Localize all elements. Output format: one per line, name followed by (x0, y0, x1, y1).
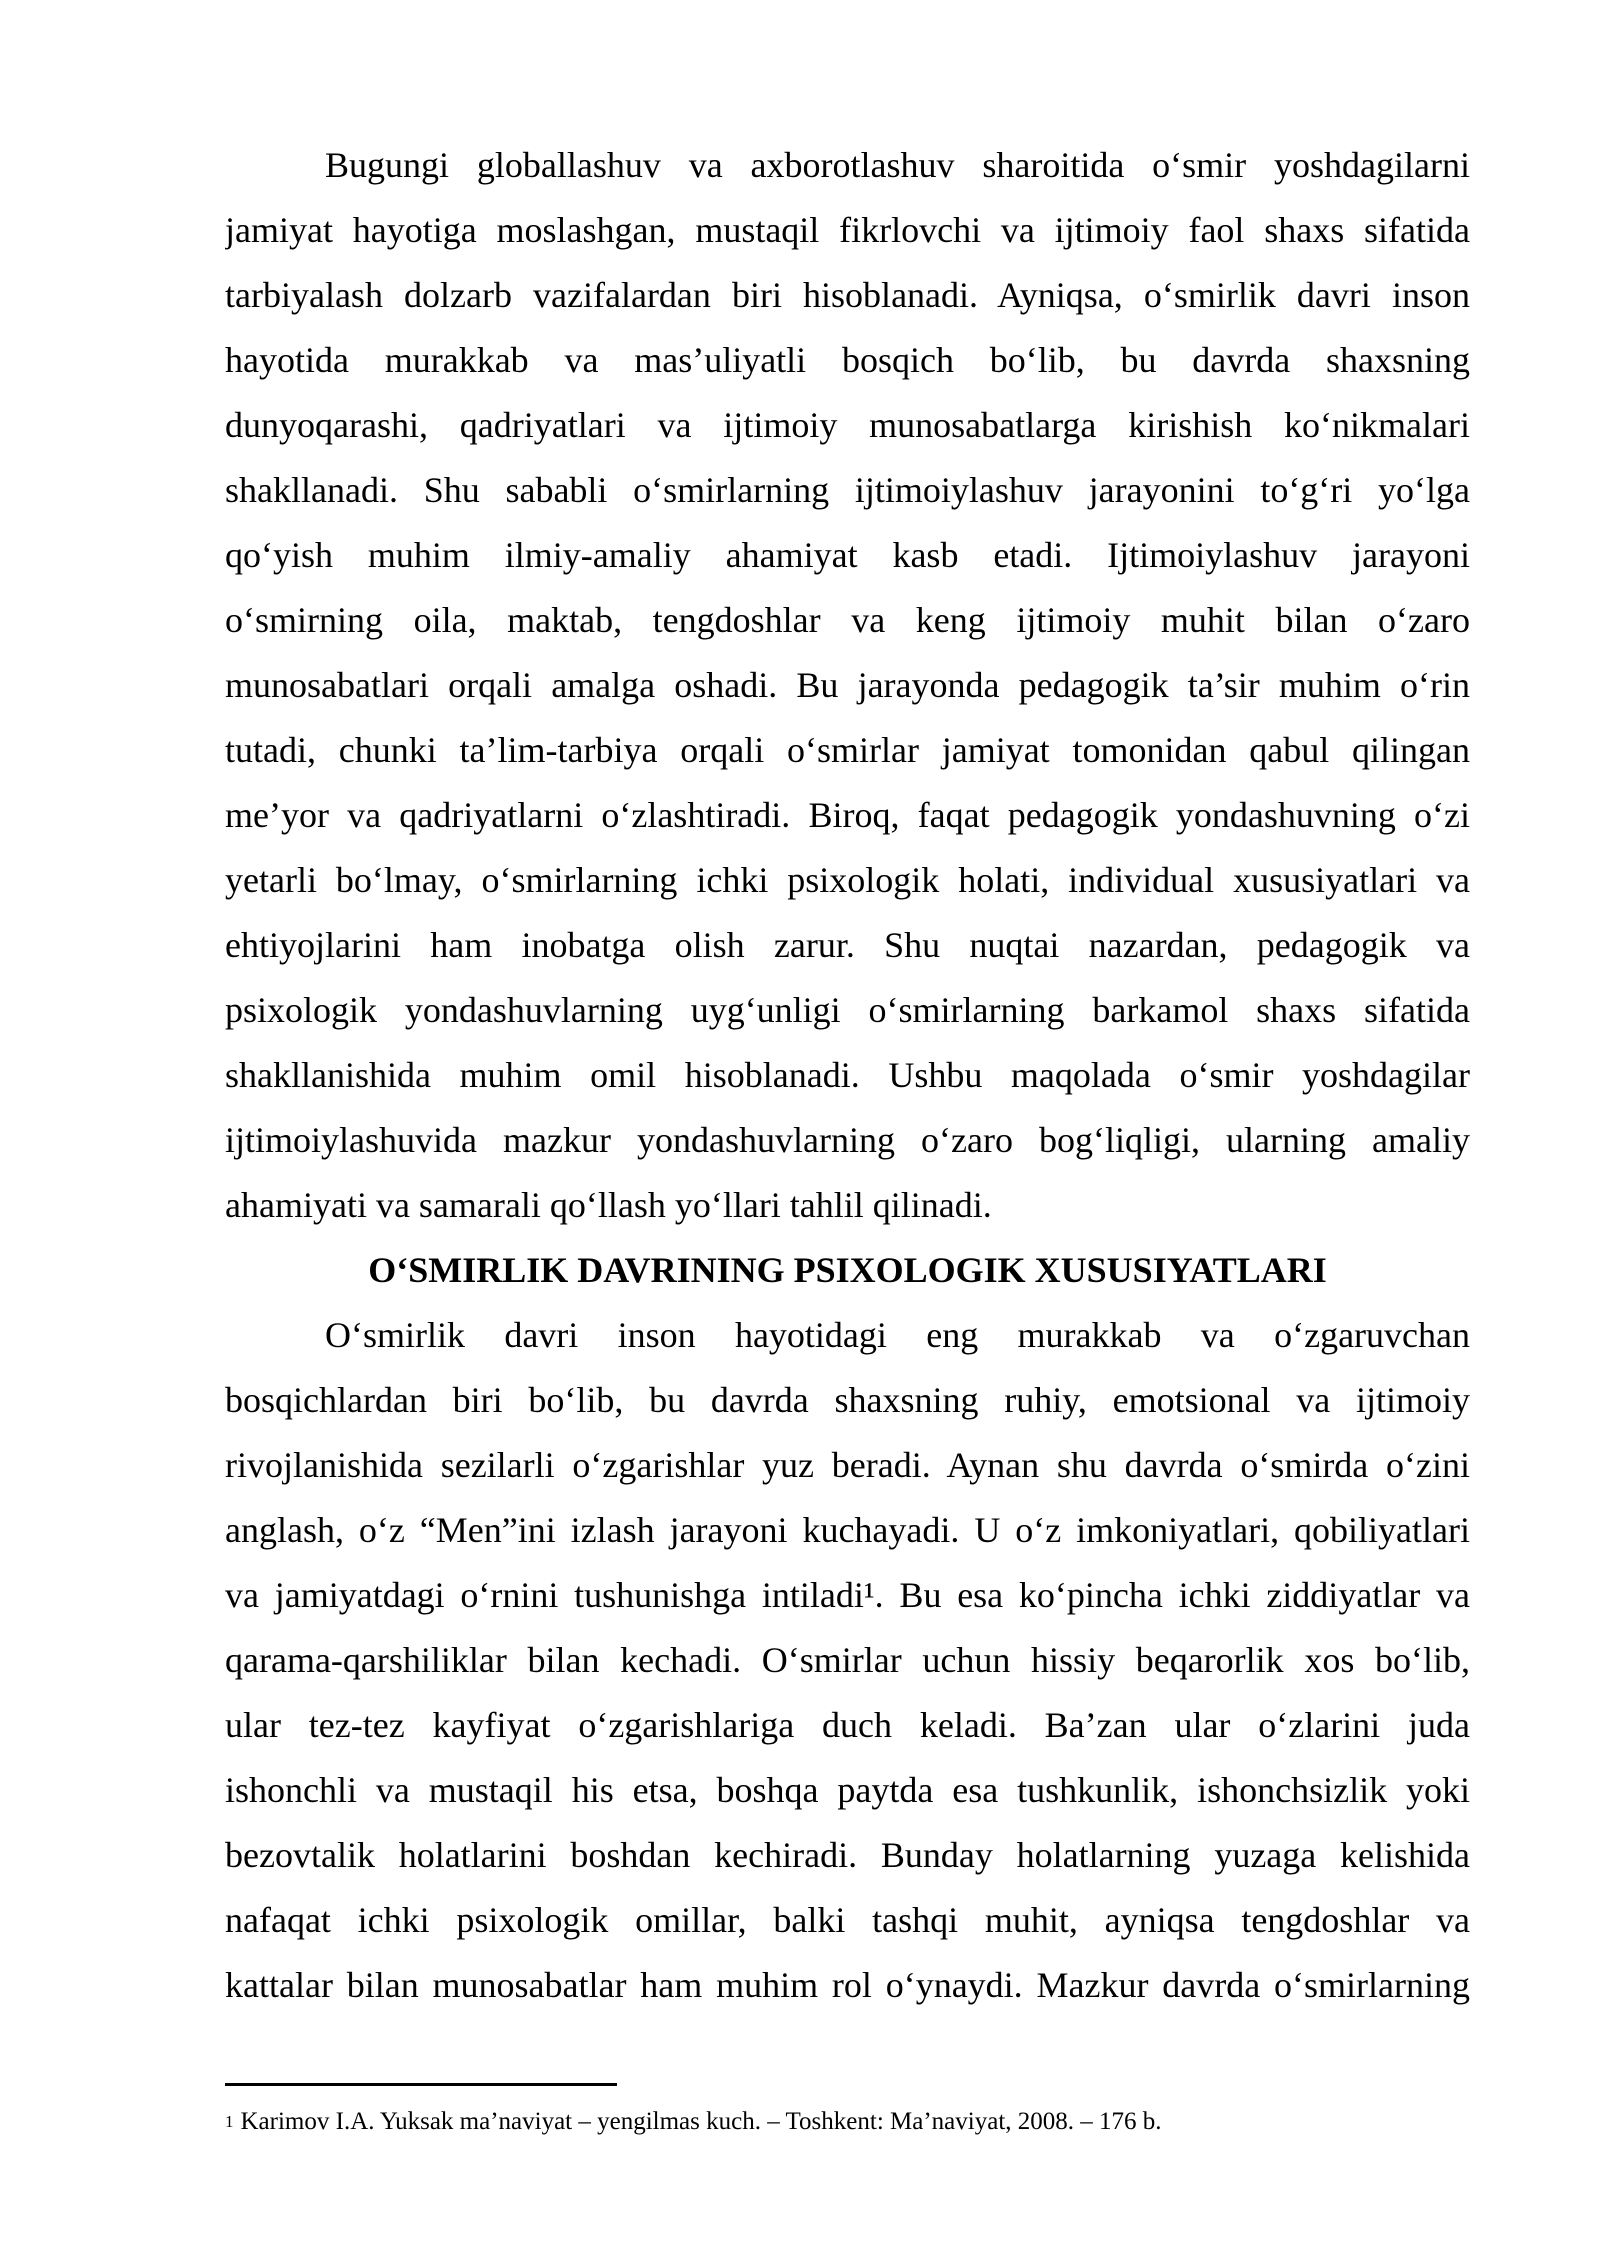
paragraph-intro (225, 133, 1470, 1238)
text-line: oʻsmirning oila, maktab, tengdoshlar va keng ijtimoiy muhit bilan oʻzaro (225, 600, 1470, 640)
text-line: psixologik yondashuvlarning uygʻunligi oʻsmirlarning barkamol shaxs sifatida (225, 990, 1470, 1030)
text-line: ijtimoiylashuvida mazkur yondashuvlarning oʻzaro bogʻliqligi, ularning amaliy (225, 1120, 1470, 1160)
text-line: tarbiyalash dolzarb vazifalardan biri hisoblanadi. Ayniqsa, oʻsmirlik davri inson (225, 275, 1470, 315)
text-line: ehtiyojlarini ham inobatga olish zarur. Shu nuqtai nazardan, pedagogik va (225, 925, 1470, 965)
text-line: ahamiyati va samarali qoʻllash yoʻllari tahlil qilinadi. (225, 1185, 992, 1225)
text-line: nafaqat ichki psixologik omillar, balki tashqi muhit, ayniqsa tengdoshlar va (225, 1900, 1470, 1940)
text-line: rivojlanishida sezilarli oʻzgarishlar yuz beradi. Aynan shu davrda oʻsmirda oʻzini (225, 1445, 1470, 1485)
text-line: hayotida murakkab va mas’uliyatli bosqich boʻlib, bu davrda shaxsning (225, 340, 1470, 380)
text-line: dunyoqarashi, qadriyatlari va ijtimoiy munosabatlarga kirishish koʻnikmalari (225, 405, 1470, 445)
text-line: shakllanadi. Shu sababli oʻsmirlarning ijtimoiylashuv jarayonini toʻgʻri yoʻlga (225, 470, 1470, 510)
text-line: yetarli boʻlmay, oʻsmirlarning ichki psixologik holati, individual xususiyatlari va (225, 860, 1470, 900)
section-heading: OʻSMIRLIK DAVRINING PSIXOLOGIK XUSUSIYATLARI (368, 1250, 1327, 1290)
text-line: qarama-qarshiliklar bilan kechadi. Oʻsmirlar uchun hissiy beqarorlik xos boʻlib, (225, 1640, 1470, 1680)
text-line: tutadi, chunki ta’lim-tarbiya orqali oʻsmirlar jamiyat tomonidan qabul qilingan (225, 730, 1470, 770)
text-line: me’yor va qadriyatlarni oʻzlashtiradi. Biroq, faqat pedagogik yondashuvning oʻzi (225, 795, 1470, 835)
text-line: jamiyat hayotiga moslashgan, mustaqil fikrlovchi va ijtimoiy faol shaxs sifatida (225, 210, 1470, 250)
text-line: munosabatlari orqali amalga oshadi. Bu jarayonda pedagogik ta’sir muhim oʻrin (225, 665, 1470, 705)
text-line: anglash, oʻz “Men”ini izlash jarayoni kuchayadi. U oʻz imkoniyatlari, qobiliyatlari (225, 1510, 1470, 1550)
text-line: kattalar bilan munosabatlar ham muhim rol oʻynaydi. Mazkur davrda oʻsmirlarning (225, 1965, 1470, 2005)
footnote-area (225, 2083, 1470, 2138)
text-line: bezovtalik holatlarini boshdan kechiradi. Bunday holatlarning yuzaga kelishida (225, 1835, 1470, 1875)
text-line: Oʻsmirlik davri inson hayotidagi eng murakkab va oʻzgaruvchan (325, 1315, 1470, 1355)
document-content (225, 133, 1470, 2018)
footnote-marker: 1 (225, 2112, 234, 2131)
text-line: ishonchli va mustaqil his etsa, boshqa paytda esa tushkunlik, ishonchsizlik yoki (225, 1770, 1470, 1810)
footnote-separator (225, 2083, 617, 2086)
text-line: Bugungi globallashuv va axborotlashuv sharoitida oʻsmir yoshdagilarni (325, 145, 1470, 185)
footnote (225, 2105, 1470, 2138)
footnote-text: Karimov I.A. Yuksak ma’naviyat – yengilmas kuch. – Toshkent: Ma’naviyat, 2008. – 176 b. (240, 2108, 1162, 2135)
text-line: ular tez-tez kayfiyat oʻzgarishlariga duch keladi. Ba’zan ular oʻzlarini juda (225, 1705, 1470, 1745)
text-line: va jamiyatdagi oʻrnini tushunishga intiladi¹. Bu esa koʻpincha ichki ziddiyatlar va (225, 1575, 1470, 1615)
text-line: bosqichlardan biri boʻlib, bu davrda shaxsning ruhiy, emotsional va ijtimoiy (225, 1380, 1470, 1420)
text-line: qoʻyish muhim ilmiy-amaliy ahamiyat kasb etadi. Ijtimoiylashuv jarayoni (225, 535, 1470, 575)
paragraph-psixologik-xususiyatlar (225, 1303, 1470, 2018)
text-line: shakllanishida muhim omil hisoblanadi. Ushbu maqolada oʻsmir yoshdagilar (225, 1055, 1470, 1095)
